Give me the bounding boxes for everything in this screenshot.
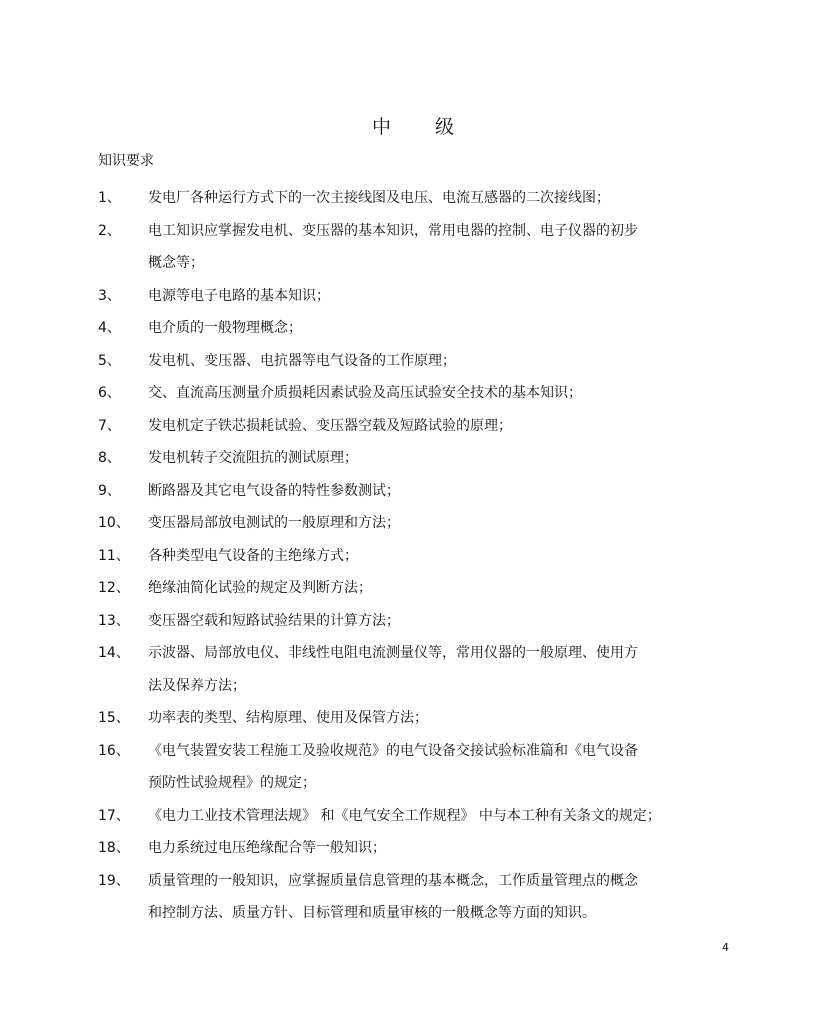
list-item-text xyxy=(148,800,728,833)
title-char-1: 中 xyxy=(371,116,391,138)
list-item-number: 11、 xyxy=(98,547,130,564)
list-item-text xyxy=(148,345,728,378)
list-item-number: 3、 xyxy=(98,287,121,304)
requirements-list xyxy=(0,182,826,930)
list-item-line: 示波器、局部放电仪、非线性电阻电流测量仪等，常用仪器的一般原理、使用方 xyxy=(148,645,638,661)
list-item xyxy=(0,182,826,215)
list-item-number: 19、 xyxy=(98,872,130,889)
list-item-text xyxy=(148,605,728,638)
list-item-text xyxy=(148,215,728,280)
list-item-text xyxy=(148,312,728,345)
list-item-text xyxy=(148,540,728,573)
list-item-text xyxy=(148,637,728,702)
list-item xyxy=(0,280,826,313)
list-item-line: 各种类型电气设备的主绝缘方式； xyxy=(148,547,358,564)
list-item-number: 10、 xyxy=(98,515,130,531)
list-item-line: 电介质的一般物理概念； xyxy=(148,320,302,336)
list-item-line: 《电气装置安装工程施工及验收规范》的电气设备交接试验标准篇和《电气设备 xyxy=(148,742,638,759)
list-item-text xyxy=(148,475,728,508)
list-item xyxy=(0,800,826,833)
list-item-text xyxy=(148,182,728,215)
list-item-number: 9、 xyxy=(98,482,121,499)
list-item-text xyxy=(148,832,728,865)
list-item-number: 8、 xyxy=(98,450,121,466)
list-item-line: 绝缘油简化试验的规定及判断方法； xyxy=(148,580,372,596)
list-item-text xyxy=(148,735,728,800)
section-heading: 知识要求 xyxy=(98,153,154,169)
list-item xyxy=(0,735,826,800)
list-item xyxy=(0,637,826,702)
list-item-number: 13、 xyxy=(98,612,130,629)
list-item-line: 概念等； xyxy=(148,255,204,271)
list-item-number: 17、 xyxy=(98,807,130,824)
list-item xyxy=(0,345,826,378)
list-item-number: 12、 xyxy=(98,580,130,596)
list-item-number: 1、 xyxy=(98,190,121,206)
list-item-line: 功率表的类型、结构原理、使用及保管方法； xyxy=(148,710,428,726)
page-title xyxy=(0,112,826,139)
list-item xyxy=(0,702,826,735)
list-item xyxy=(0,215,826,280)
list-item-line: 电工知识应掌握发电机、变压器的基本知识，常用电器的控制、电子仪器的初步 xyxy=(148,222,638,239)
list-item-line: 电力系统过电压绝缘配合等一般知识； xyxy=(148,840,386,856)
list-item-text xyxy=(148,410,728,443)
list-item-line: 质量管理的一般知识，应掌握质量信息管理的基本概念，工作质量管理点的概念 xyxy=(148,872,638,889)
page-number: 4 xyxy=(722,941,729,954)
list-item-text xyxy=(148,507,728,540)
list-item-number: 16、 xyxy=(98,742,130,759)
list-item xyxy=(0,540,826,573)
list-item-line: 电源等电子电路的基本知识； xyxy=(148,287,330,304)
title-char-2: 级 xyxy=(435,116,455,138)
list-item-line: 变压器空载和短路试验结果的计算方法； xyxy=(148,612,400,629)
list-item-number: 2、 xyxy=(98,222,121,239)
list-item-line: 发电机定子铁芯损耗试验、变压器空载及短路试验的原理； xyxy=(148,417,512,434)
list-item-number: 14、 xyxy=(98,645,130,661)
list-item xyxy=(0,865,826,930)
list-item-line: 和控制方法、质量方针、目标管理和质量审核的一般概念等方面的知识。 xyxy=(148,905,596,921)
list-item-line: 发电厂各种运行方式下的一次主接线图及电压、电流互感器的二次接线图； xyxy=(148,190,610,206)
list-item xyxy=(0,832,826,865)
list-item-number: 5、 xyxy=(98,352,121,369)
list-item xyxy=(0,442,826,475)
list-item-line: 发电机、变压器、电抗器等电气设备的工作原理； xyxy=(148,352,456,369)
list-item xyxy=(0,572,826,605)
list-item xyxy=(0,475,826,508)
list-item-line: 断路器及其它电气设备的特性参数测试； xyxy=(148,482,400,499)
list-item xyxy=(0,507,826,540)
list-item-number: 18、 xyxy=(98,840,130,856)
list-item-text xyxy=(148,377,728,410)
list-item xyxy=(0,410,826,443)
list-item-line: 变压器局部放电测试的一般原理和方法； xyxy=(148,515,400,531)
list-item xyxy=(0,377,826,410)
list-item-number: 6、 xyxy=(98,385,121,401)
list-item xyxy=(0,312,826,345)
list-item-number: 7、 xyxy=(98,417,121,434)
list-item-text xyxy=(148,280,728,313)
list-item-text xyxy=(148,702,728,735)
list-item-number: 15、 xyxy=(98,710,130,726)
list-item-line: 预防性试验规程》的规定； xyxy=(148,775,316,791)
list-item-text xyxy=(148,442,728,475)
list-item-text xyxy=(148,865,728,930)
list-item-line: 交、直流高压测量介质损耗因素试验及高压试验安全技术的基本知识； xyxy=(148,385,582,401)
list-item-text xyxy=(148,572,728,605)
list-item xyxy=(0,605,826,638)
list-item-line: 《电力工业技术管理法规》 和《电气安全工作规程》 中与本工种有关条文的规定； xyxy=(148,807,661,824)
list-item-number: 4、 xyxy=(98,320,121,336)
list-item-line: 法及保养方法； xyxy=(148,677,246,694)
list-item-line: 发电机转子交流阻抗的测试原理； xyxy=(148,450,358,466)
